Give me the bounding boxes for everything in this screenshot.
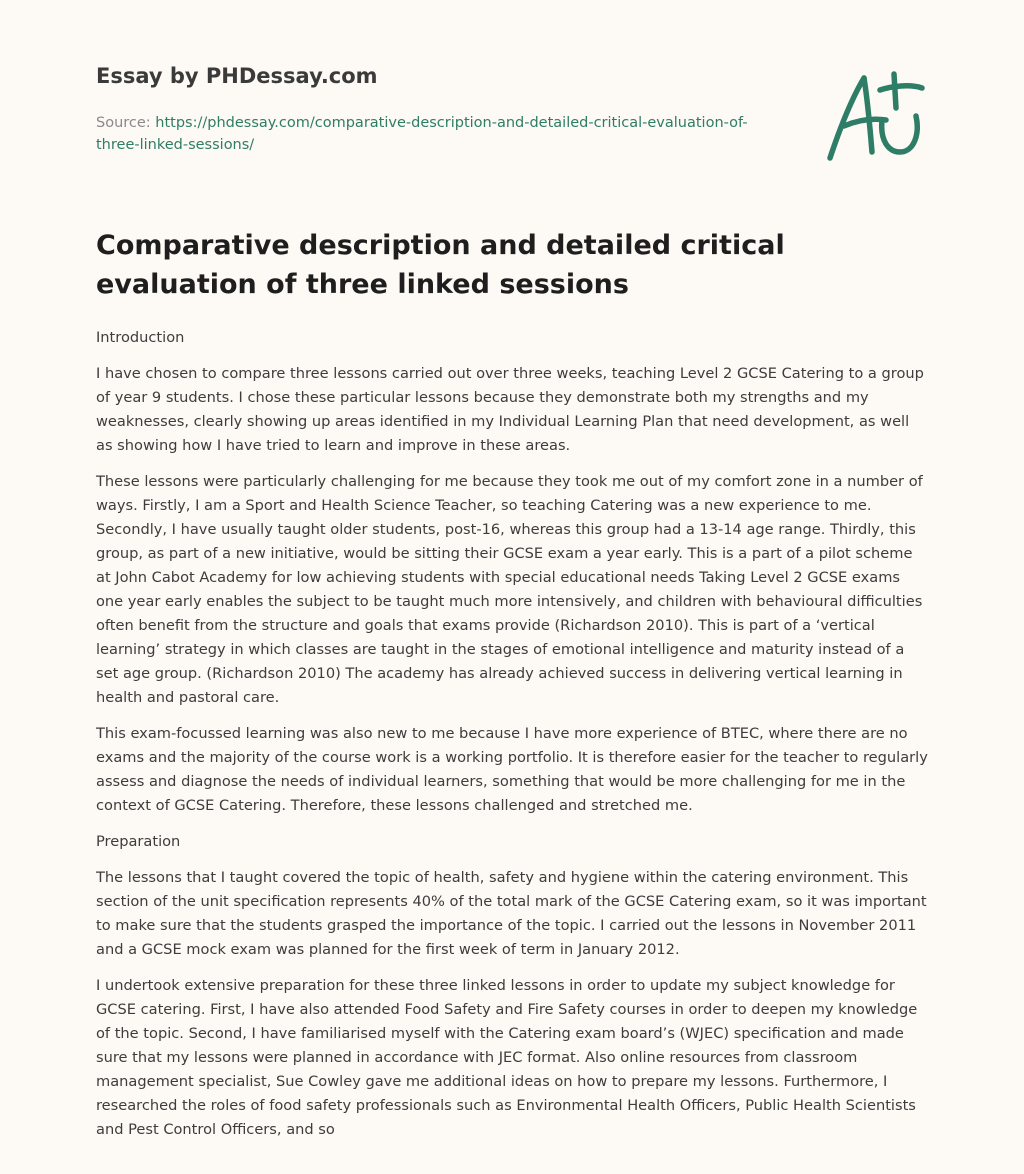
- essay-title: Comparative description and detailed critical evaluation of three linked sessions: [96, 230, 785, 300]
- section-heading-introduction: Introduction: [96, 329, 185, 346]
- paragraph: I undertook extensive preparation for these three linked lessons in order to update my subject knowledge for GCSE catering. First, I have also attended Food Safety and Fire Safety courses in order to deepen my knowledge of the topic. Second, I have familiarised myself with the Catering exam board’s (WJEC) specification and made sure that my lessons were planned in accordance with JEC format. Also online resources from classroom management specialist, Sue Cowley gave me additional ideas on how to prepare my lessons. Furthermore, I researched the roles of food safety professionals such as Environmental Health Officers, Public Health Scientists and Pest Control Officers, and so: [96, 977, 918, 1138]
- a-plus-logo-icon: [820, 68, 930, 168]
- section-heading-preparation: Preparation: [96, 833, 181, 850]
- paragraph: The lessons that I taught covered the topic of health, safety and hygiene within the catering environment. This section of the unit specification represents 40% of the total mark of the GCSE Catering exam, so it was important to make sure that the students grasped the importance of the topic. I carried out the lessons in November 2011 and a GCSE mock exam was planned for the first week of term in January 2012.: [96, 869, 927, 958]
- site-title: Essay by PHDessay.com: [96, 64, 378, 88]
- source-line: [96, 112, 756, 156]
- paragraph: This exam-focussed learning was also new to me because I have more experience of BTEC, where there are no exams and the majority of the course work is a working portfolio. It is therefore easier for the teacher to regularly assess and diagnose the needs of individual learners, something that would be more challenging for me in the context of GCSE Catering. Therefore, these lessons challenged and stretched me.: [96, 725, 928, 814]
- essay-body: [96, 326, 928, 1154]
- paragraph: These lessons were particularly challenging for me because they took me out of my comfort zone in a number of ways. Firstly, I am a Sport and Health Science Teacher, so teaching Catering was a new experience to me. Secondly, I have usually taught older students, post-16, whereas this group had a 13-14 age range. Thirdly, this group, as part of a new initiative, would be sitting their GCSE exam a year early. This is a part of a pilot scheme at John Cabot Academy for low achieving students with special educational needs Taking Level 2 GCSE exams one year early enables the subject to be taught much more intensively, and children with behavioural difficulties often benefit from the structure and goals that exams provide (Richardson 2010). This is part of a ‘vertical learning’ strategy in which classes are taught in the stages of emotional intelligence and maturity instead of a set age group. (Richardson 2010) The academy has already achieved success in delivering vertical learning in health and pastoral care.: [96, 473, 923, 706]
- source-label: Source:: [96, 115, 151, 131]
- source-link[interactable]: https://phdessay.com/comparative-description-and-detailed-critical-evaluation-of-three-linked-sessions/: [96, 115, 748, 153]
- paragraph: I have chosen to compare three lessons carried out over three weeks, teaching Level 2 GCSE Catering to a group of year 9 students. I chose these particular lessons because they demonstrate both my strengths and my weaknesses, clearly showing up areas identified in my Individual Learning Plan that need development, as well as showing how I have tried to learn and improve in these areas.: [96, 365, 924, 454]
